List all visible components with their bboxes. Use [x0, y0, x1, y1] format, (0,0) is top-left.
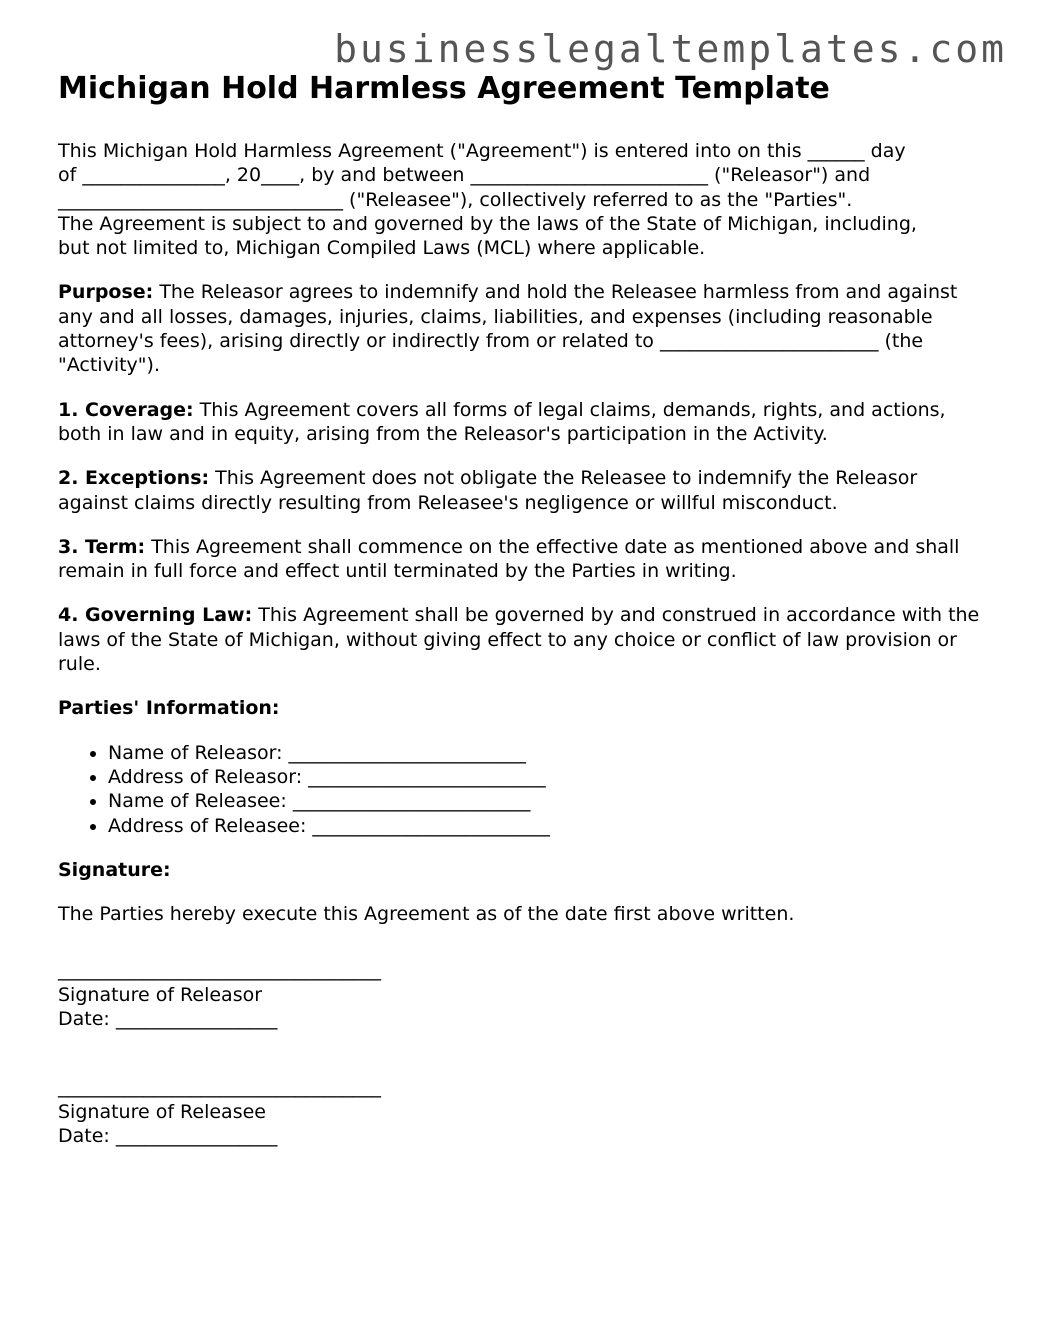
- intro-paragraph: [58, 139, 988, 260]
- signature-statement: The Parties hereby execute this Agreement as of the date first above written.: [58, 903, 795, 926]
- list-item: • Name of Releasee: _________________________: [108, 789, 988, 813]
- signature-heading: [58, 858, 988, 882]
- section-text: This Agreement shall commence on the effective date as mentioned above and shall remain in full force and effect until terminated by the Parties in writing.: [58, 535, 960, 583]
- intro-line-4: The Agreement is subject to and governed by the laws of the State of Michigan, including,: [58, 212, 917, 235]
- section-label: 2. Exceptions:: [58, 467, 210, 490]
- section-text: This Agreement does not obligate the Releasee to indemnify the Releasor against claims directly resulting from Releasee's negligence or willful misconduct.: [58, 467, 918, 514]
- signature-label: Signature of Releasee: [58, 1100, 266, 1123]
- section-text: This Agreement covers all forms of legal claims, demands, rights, and actions, both in law and in equity, arising from the Releasor's participation in the Activity.: [58, 398, 946, 445]
- parties-heading-text: Parties' Information:: [58, 697, 280, 720]
- signature-heading-text: Signature:: [58, 858, 171, 881]
- parties-list: [58, 741, 988, 838]
- section-coverage: [58, 398, 988, 447]
- intro-line-5: but not limited to, Michigan Compiled Laws (MCL) where applicable.: [58, 237, 706, 260]
- list-item: • Name of Releasor: _________________________: [108, 741, 988, 765]
- signature-line: __________________________________: [58, 1076, 381, 1099]
- signature-date: Date: _________________: [58, 1124, 278, 1147]
- purpose-paragraph: [58, 280, 988, 377]
- section-text: This Agreement shall be governed by and construed in accordance with the laws of the State of Michigan, without giving effect to any choice or conflict of law provision or rule.: [58, 604, 980, 676]
- document-body: [58, 70, 988, 1192]
- parties-heading: [58, 696, 988, 720]
- section-term: [58, 535, 988, 584]
- document-title: Michigan Hold Harmless Agreement Template: [58, 71, 830, 106]
- section-label: 1. Coverage:: [58, 398, 194, 421]
- intro-line-1: This Michigan Hold Harmless Agreement ("Agreement") is entered into on this ______ day: [58, 140, 906, 162]
- site-watermark: businesslegaltemplates.com: [334, 27, 1007, 71]
- section-label: 3. Term:: [58, 535, 146, 558]
- section-governing-law: [58, 603, 988, 676]
- section-label: 4. Governing Law:: [58, 604, 253, 627]
- list-item: • Address of Releasee: _________________________: [108, 814, 988, 838]
- signature-line: __________________________________: [58, 959, 381, 982]
- purpose-label: Purpose:: [58, 281, 154, 304]
- releasor-signature-block: [58, 958, 988, 1031]
- section-exceptions: [58, 466, 988, 515]
- intro-line-3: ______________________________ ("Releasee"), collectively referred to as the "Parties".: [58, 188, 853, 211]
- list-item: • Address of Releasor: _________________________: [108, 765, 988, 789]
- signature-label: Signature of Releasor: [58, 983, 263, 1006]
- releasee-signature-block: [58, 1075, 988, 1148]
- signature-date: Date: _________________: [58, 1008, 278, 1031]
- purpose-text: The Releasor agrees to indemnify and hold the Releasee harmless from and against any and all losses, damages, injuries, claims, liabilities, and expenses (including reasonable attorney's fees), arising directly or indirectly from or related to _______________________ (the "Activity").: [58, 281, 958, 377]
- intro-line-2: of _______________, 20____, by and between _________________________ ("Releasor") and: [58, 164, 871, 187]
